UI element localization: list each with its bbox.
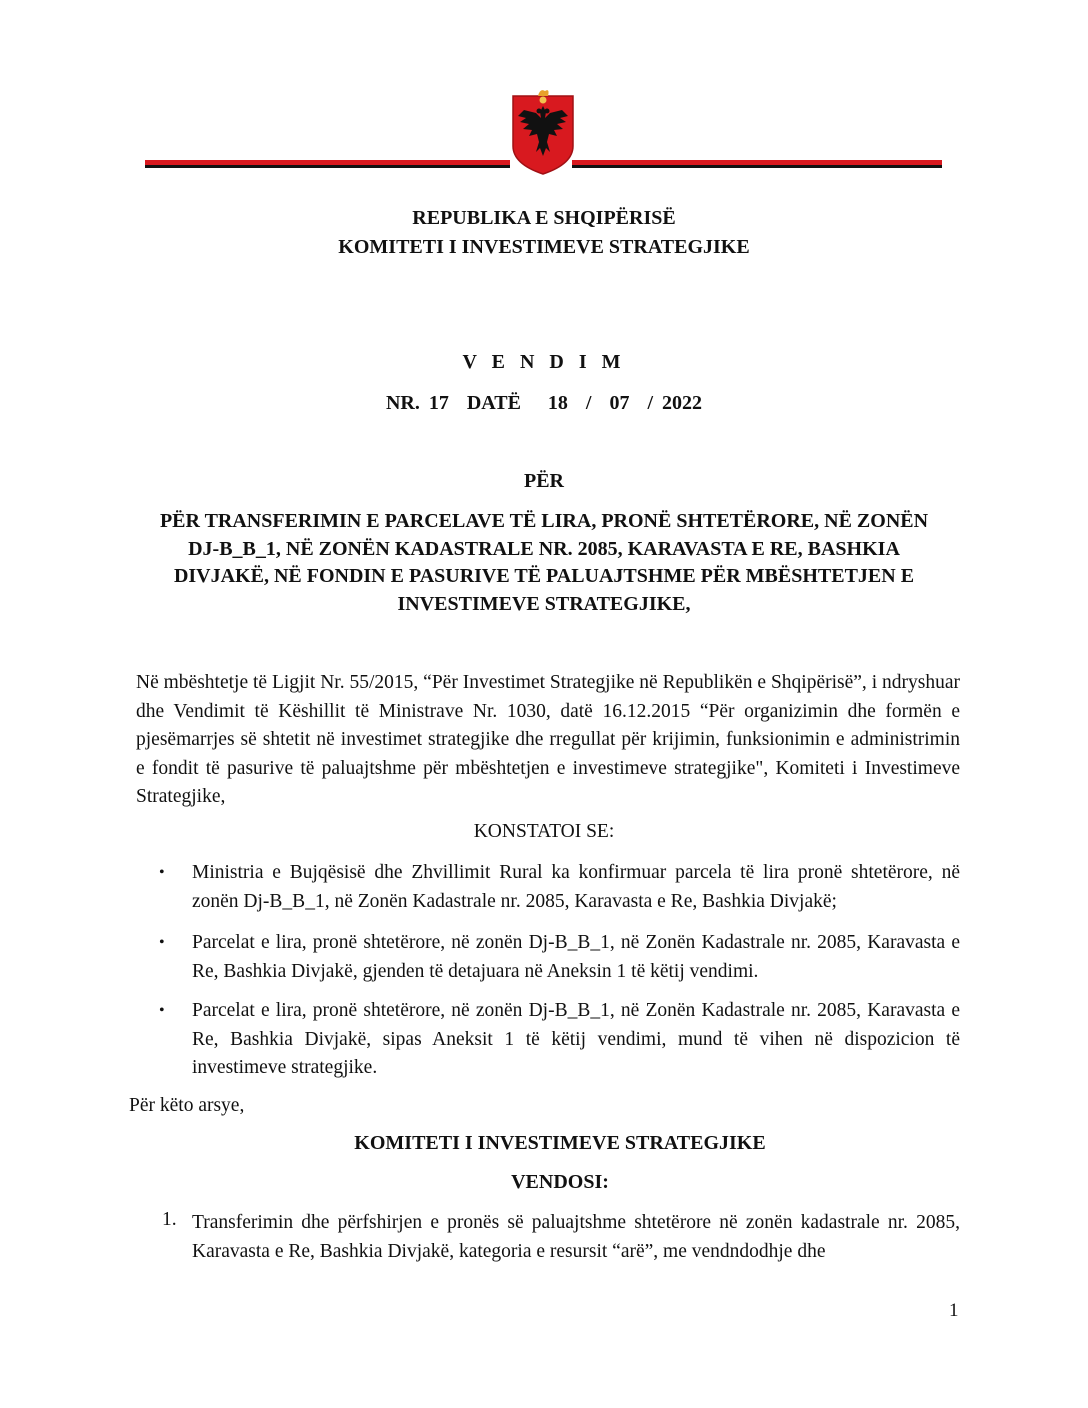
page-number: 1 bbox=[949, 1300, 959, 1321]
subject-label: PËR bbox=[524, 470, 564, 492]
decision-title: V E N D I M bbox=[462, 351, 626, 373]
legal-basis-paragraph: Në mbështetje të Ligjit Nr. 55/2015, “Për Investimet Strategjike në Republikën e Shqipërisë”, i ndryshuar dhe Vendimit të Këshillit të Ministrave Nr. 1030, datë 16.12.2015 “Për organizimin dhe formën e pjesëmarrjes së shtetit në investimet strategjike dhe rregullat për krijimin, funksionimin e administrimin e fondit të pasurive të paluajtshme për mbështetjen e investimeve strategjike", Komiteti i Investimeve Strategjike, bbox=[136, 672, 960, 807]
resolution-item: Transferimin dhe përfshirjen e pronës së paluajtshme shtetërore në zonën kadastrale nr. 2085, Karavasta e Re, Bashkia Divjakë, kategoria e resursit “arë”, me vendndodhje dhe bbox=[192, 1212, 960, 1262]
committee-heading: KOMITETI I INVESTIMEVE STRATEGJIKE bbox=[338, 236, 750, 258]
bullet-icon: • bbox=[159, 864, 165, 881]
bullet-icon: • bbox=[159, 934, 165, 951]
finding-item: Ministria e Bujqësisë dhe Zhvillimit Rural ka konfirmuar parcela të lira pronë shtetërore, në zonën Dj-B_B_1, në Zonën Kadastrale nr. 2085, Karavasta e Re, Bashkia Divjakë; bbox=[192, 862, 960, 912]
decision-number-date: NR. 17 DATË 18 / 07 / 2022 bbox=[385, 392, 703, 414]
resolution-committee-heading: KOMITETI I INVESTIMEVE STRATEGJIKE bbox=[354, 1132, 766, 1154]
resolution-heading: VENDOSI: bbox=[511, 1171, 609, 1193]
bullet-icon: • bbox=[159, 1002, 165, 1019]
finding-item: Parcelat e lira, pronë shtetërore, në zonën Dj-B_B_1, në Zonën Kadastrale nr. 2085, Karavasta e Re, Bashkia Divjakë, sipas Aneksit 1 të këtij vendimi, mund të vihen në dispozicion të investimeve strategjike. bbox=[192, 1000, 960, 1078]
albanian-coat-of-arms-icon bbox=[510, 88, 576, 176]
country-heading: REPUBLIKA E SHQIPËRISË bbox=[412, 207, 676, 229]
resolution-item-number: 1. bbox=[162, 1209, 177, 1230]
header-divider-right bbox=[572, 160, 942, 165]
findings-heading: KONSTATOI SE: bbox=[473, 821, 615, 842]
reasons-line: Për këto arsye, bbox=[129, 1095, 245, 1116]
header-divider-left bbox=[145, 160, 510, 165]
finding-item: Parcelat e lira, pronë shtetërore, në zonën Dj-B_B_1, në Zonën Kadastrale nr. 2085, Karavasta e Re, Bashkia Divjakë, gjenden të detajuara në Aneksin 1 të këtij vendimi. bbox=[192, 932, 960, 982]
decision-subject: PËR TRANSFERIMIN E PARCELAVE TË LIRA, PRONË SHTETËRORE, NË ZONËN DJ-B_B_1, NË ZONËN KADASTRALE NR. 2085, KARAVASTA E RE, BASHKIA DIVJAKË, NË FONDIN E PASURIVE TË PALUAJTSHME PËR MBËSHTETJEN E INVESTIMEVE STRATEGJIKE, bbox=[159, 510, 929, 615]
